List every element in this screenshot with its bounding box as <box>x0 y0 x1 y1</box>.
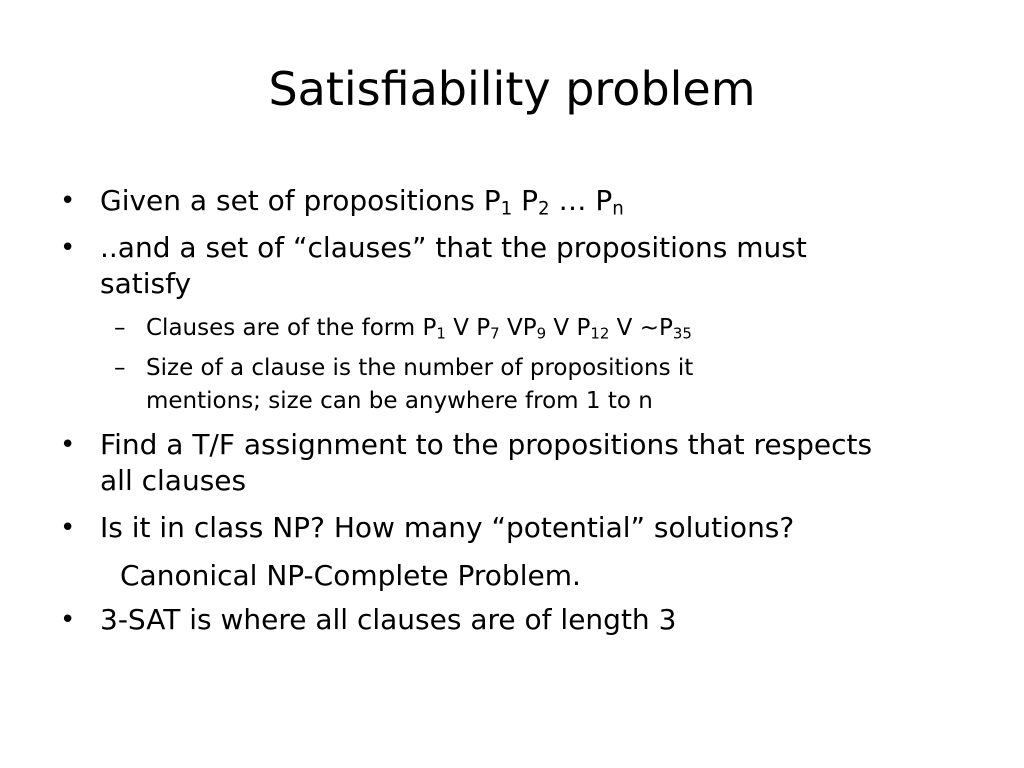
dash-icon: – <box>114 355 126 381</box>
sub-item-clause-size-line2: mentions; size can be anywhere from 1 to n <box>146 388 653 414</box>
bullet-item-np-line1: Is it in class NP? How many “potential” solutions? <box>100 511 795 544</box>
bullet-icon: • <box>60 233 76 263</box>
dash-icon: – <box>114 315 126 341</box>
subscript: 1 <box>500 198 513 220</box>
bullet-icon: • <box>60 513 76 543</box>
bullet-item-clauses-line2: satisfy <box>100 267 192 300</box>
bullet-icon: • <box>60 430 76 460</box>
subscript: 12 <box>590 324 610 343</box>
subscript: 7 <box>490 324 500 343</box>
bullet-text: … P <box>549 184 613 217</box>
sub-text: Clauses are of the form P <box>146 315 437 341</box>
bullet-icon: • <box>60 605 76 635</box>
bullet-item-np-line2: Canonical NP-Complete Problem. <box>120 559 581 592</box>
sub-item-clause-form <box>146 312 692 344</box>
bullet-item-assignment-line2: all clauses <box>100 464 247 497</box>
subscript: n <box>612 198 624 220</box>
bullet-text: P <box>512 184 539 217</box>
sub-text: VP <box>499 315 537 341</box>
bullet-item-clauses-line1: ..and a set of “clauses” that the propositions must <box>100 231 807 264</box>
sub-text: V ~P <box>609 315 673 341</box>
sub-text: V P <box>546 315 591 341</box>
sub-text: V P <box>445 315 491 341</box>
subscript: 2 <box>538 198 550 220</box>
bullet-item-propositions <box>100 183 624 219</box>
sub-item-clause-size-line1: Size of a clause is the number of propositions it <box>146 355 694 381</box>
bullet-item-3sat: 3-SAT is where all clauses are of length 3 <box>100 603 677 636</box>
bullet-text: Given a set of propositions P <box>100 184 501 217</box>
bullet-item-assignment-line1: Find a T/F assignment to the propositions that respects <box>100 428 873 461</box>
subscript: 35 <box>672 324 692 343</box>
subscript: 9 <box>536 324 547 343</box>
slide-title: Satisfiability problem <box>268 62 756 116</box>
subscript: 1 <box>436 324 446 343</box>
bullet-icon: • <box>60 186 76 216</box>
